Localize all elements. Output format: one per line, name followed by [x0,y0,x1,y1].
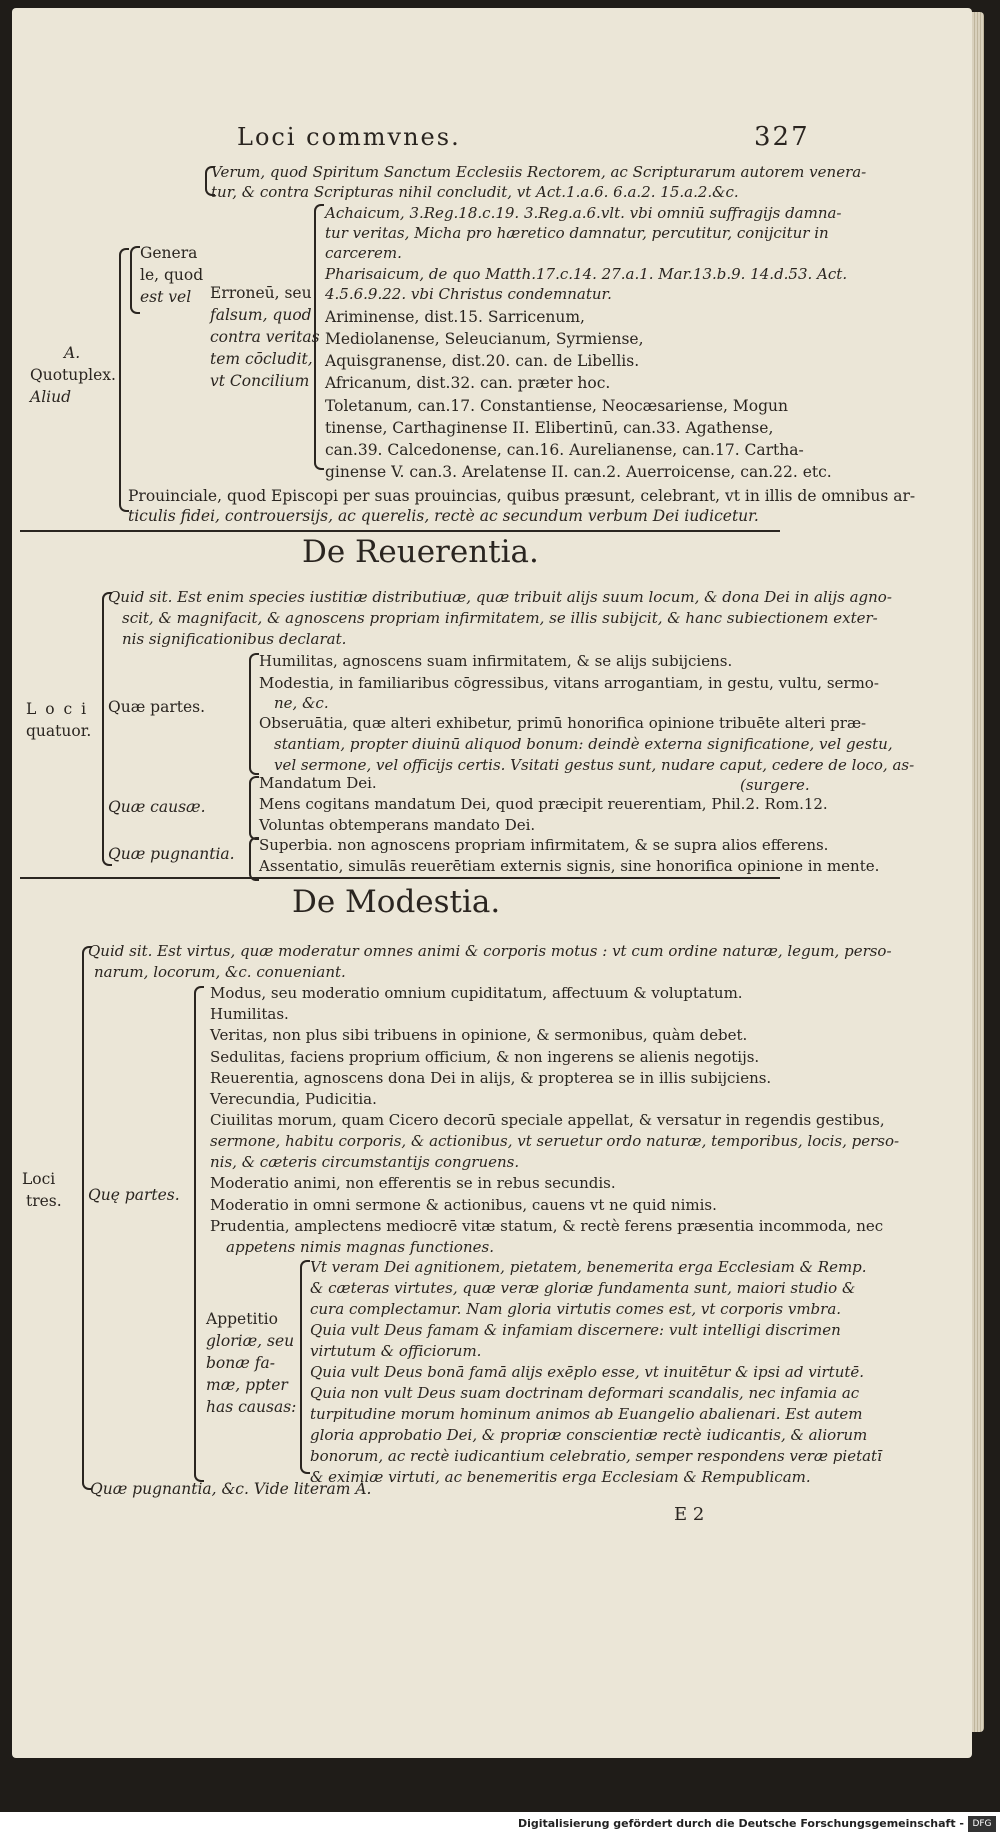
generale-line: Genera [140,244,198,262]
section-title-reuerentia: De Reuerentia. [302,534,539,570]
footer-bar [0,1812,1000,1836]
signature-mark: E 2 [674,1504,705,1525]
appetitio-causa: Quia non vult Deus suam doctrinam deformari scandalis, nec infamia ac [310,1384,860,1402]
modestia-part: Veritas, non plus sibi tribuens in opinione, & sermonibus, quàm debet. [210,1026,748,1044]
causae-line: Voluntas obtemperans mandato Dei. [259,816,536,834]
verum-line-2: tur, & contra Scripturas nihil concludit, vt Act.1.a.6. 6.a.2. 15.a.2.&c. [211,183,739,201]
reuerentia-quid: scit, & magnifacit, & agnoscens propriam infirmitatem, se illis subijcit, & hanc subiectionem exter- [122,609,878,627]
modestia-pugnantia: Quæ pugnantia, &c. Vide literam A. [90,1480,372,1498]
council-line: 4.5.6.9.22. vbi Christus condemnatur. [325,285,612,303]
gutter-bleed-text [0,60,12,1710]
causae-line: Mens cogitans mandatum Dei, quod præcipit reuerentiam, Phil.2. Rom.12. [259,795,828,813]
partes-line: Obseruātia, quæ alteri exhibetur, primū honorifica opinione tribuēte alteri præ- [259,714,867,732]
brace-partes [249,653,259,775]
brace-aliud [119,248,129,512]
appetitio-line: has causas: [206,1398,297,1416]
loci-tres-label-2: tres. [26,1192,62,1210]
brace-loci-tres [82,946,92,1490]
modestia-part: appetens nimis magnas functiones. [226,1238,494,1256]
verum-line-1: Verum, quod Spiritum Sanctum Ecclesiis Rectorem, ac Scripturarum autorem venera- [211,163,867,181]
appetitio-causa: gloria approbatio Dei, & propriæ conscientiæ rectè iudicantis, & aliorum [310,1426,868,1444]
footer-credit: Digitalisierung gefördert durch die Deutsche Forschungsgemeinschaft - [517,1817,964,1830]
causae-label: Quæ causæ. [108,798,206,816]
partes-line: Modestia, in familiaribus cōgressibus, vitans arrogantiam, in gestu, vultu, sermo- [259,674,879,692]
council-line: Toletanum, can.17. Constantiense, Neocæsariense, Mogun [325,397,789,415]
appetitio-causa: Vt veram Dei agnitionem, pietatem, benemerita erga Ecclesiam & Remp. [310,1258,867,1276]
modestia-part: Moderatio in omni sermone & actionibus, cauens vt ne quid nimis. [210,1196,717,1214]
modestia-part: Modus, seu moderatio omnium cupiditatum, affectuum & voluptatum. [210,984,743,1002]
modestia-part: Verecundia, Pudicitia. [210,1090,377,1108]
reuerentia-quid: nis significationibus declarat. [122,630,347,648]
council-line: tur veritas, Micha pro hæretico damnatur, percutitur, conijcitur in [325,224,829,242]
loci-quatuor-label-2: quatuor. [26,722,92,740]
appetitio-line: bonæ fa- [206,1354,275,1372]
council-line: Mediolanense, Seleucianum, Syrmiense, [325,330,644,348]
modestia-part: Prudentia, amplectens mediocrē vitæ statum, & rectè ferens præsentia incommoda, nec [210,1217,884,1235]
modestia-part: Humilitas. [210,1005,289,1023]
dfg-logo: DFG [968,1816,996,1832]
modestia-partes-label: Quę partes. [88,1186,180,1204]
main-label-quotuplex: Quotuplex. [30,366,116,384]
council-line: Achaicum, 3.Reg.18.c.19. 3.Reg.a.6.vlt. vbi omniū suffragijs damna- [325,204,842,222]
modestia-part: Sedulitas, faciens proprium officium, & non ingerens se alienis negotijs. [210,1048,760,1066]
modestia-part: Reuerentia, agnoscens dona Dei in alijs, & propterea se in illis subijciens. [210,1069,772,1087]
modestia-part: nis, & cæteris circumstantijs congruens. [210,1153,520,1171]
erroneum-line: Erroneū, seu [210,284,312,302]
partes-line: vel sermone, vel officijs certis. Vsitati gestus sunt, nudare caput, cedere de loco, as- [274,756,915,774]
main-label-a: A. [64,344,81,362]
brace-causae [249,776,259,840]
appetitio-line: Appetitio [206,1310,278,1328]
council-line: can.39. Calcedonense, can.16. Aurelianense, can.17. Cartha- [325,441,804,459]
brace-pugnantia [249,837,259,881]
partes-label: Quæ partes. [108,698,206,716]
council-line: Pharisaicum, de quo Matth.17.c.14. 27.a.1. Mar.13.b.9. 14.d.53. Act. [325,265,848,283]
generale-line: le, quod [140,266,204,284]
appetitio-causa: turpitudine morum hominum animos ab Euangelio abalienari. Est autem [310,1405,863,1423]
generale-line: est vel [140,288,192,306]
brace-appetitio-causae [300,1260,310,1474]
section-divider [20,877,780,879]
appetitio-causa: Quia vult Deus bonā famā alijs exēplo esse, vt inuitētur & ipsi ad virtutē. [310,1363,865,1381]
council-line: carcerem. [325,244,402,262]
appetitio-line: mæ, ppter [206,1376,288,1394]
modestia-quid: Quid sit. Est virtus, quæ moderatur omnes animi & corporis motus : vt cum ordine naturæ, legum, perso- [88,942,892,960]
council-line: tinense, Carthaginense II. Elibertinū, can.33. Agathense, [325,419,774,437]
pugnantia-line: Superbia. non agnoscens propriam infirmitatem, & se supra alios efferens. [259,836,829,854]
modestia-quid: narum, locorum, &c. conueniant. [94,963,346,981]
brace-generale [130,246,140,314]
page-number: 327 [754,122,810,152]
council-line: ginense V. can.3. Arelatense II. can.2. Auerroicense, can.22. etc. [325,463,832,481]
prouinciale-line-2: ticulis fidei, controuersijs, ac querelis, rectè ac secundum verbum Dei iudicetur. [128,507,759,525]
modestia-part: Ciuilitas morum, quam Cicero decorū speciale appellat, & versatur in regendis gestibus, [210,1111,885,1129]
prouinciale-line-1: Prouinciale, quod Episcopi per suas prouincias, quibus præsunt, celebrant, vt in illis de omnibus ar- [128,487,916,505]
loci-tres-label: Loci [22,1170,56,1188]
partes-line: ne, &c. [274,694,329,712]
council-line: Ariminense, dist.15. Sarricenum, [325,308,585,326]
appetitio-line: gloriæ, seu [206,1332,295,1350]
partes-line: stantiam, propter diuinū aliquod bonum: deindè externa significatione, vel gestu, [274,735,893,753]
surgere-note: (surgere. [740,776,810,794]
pugnantia-label: Quæ pugnantia. [108,845,235,863]
causae-line: Mandatum Dei. [259,774,377,792]
erroneum-line: vt Concilium [210,372,310,390]
council-line: Aquisgranense, dist.20. can. de Libellis. [325,352,640,370]
appetitio-causa: bonorum, ac rectè iudicantium celebratio, semper respondens veræ pietatī [310,1447,882,1465]
erroneum-line: tem cōcludit, [210,350,313,368]
section-divider [20,530,780,532]
loci-quatuor-label: L o c i [26,700,89,718]
appetitio-causa: virtutum & officiorum. [310,1342,482,1360]
modestia-part: Moderatio animi, non efferentis se in rebus secundis. [210,1174,616,1192]
brace-loci-quatuor [102,592,112,866]
running-title: Loci commvnes. [237,123,461,151]
appetitio-causa: Quia vult Deus famam & infamiam discernere: vult intelligi discrimen [310,1321,841,1339]
partes-line: Humilitas, agnoscens suam infirmitatem, & se alijs subijciens. [259,652,733,670]
brace-modestia-partes [194,986,204,1482]
modestia-part: sermone, habitu corporis, & actionibus, vt seruetur ordo naturæ, temporibus, locis, perso- [210,1132,900,1150]
erroneum-line: contra veritas [210,328,320,346]
appetitio-causa: & eximiæ virtuti, ac benemeritis erga Ecclesiam & Rempublicam. [310,1468,811,1486]
appetitio-causa: & cæteras virtutes, quæ veræ gloriæ fundamenta sunt, maiori studio & [310,1279,856,1297]
council-line: Africanum, dist.32. can. præter hoc. [325,374,611,392]
section-title-modestia: De Modestia. [292,884,501,920]
reuerentia-quid: Quid sit. Est enim species iustitiæ distributiuæ, quæ tribuit alijs suum locum, & dona Dei in alijs agno- [108,588,892,606]
book-page [12,8,972,1758]
appetitio-causa: cura complectamur. Nam gloria virtutis comes est, vt corporis vmbra. [310,1300,842,1318]
pugnantia-line: Assentatio, simulās reuerētiam externis signis, sine honorifica opinione in mente. [259,857,880,875]
erroneum-line: falsum, quod [210,306,312,324]
main-label-aliud: Aliud [30,388,72,406]
